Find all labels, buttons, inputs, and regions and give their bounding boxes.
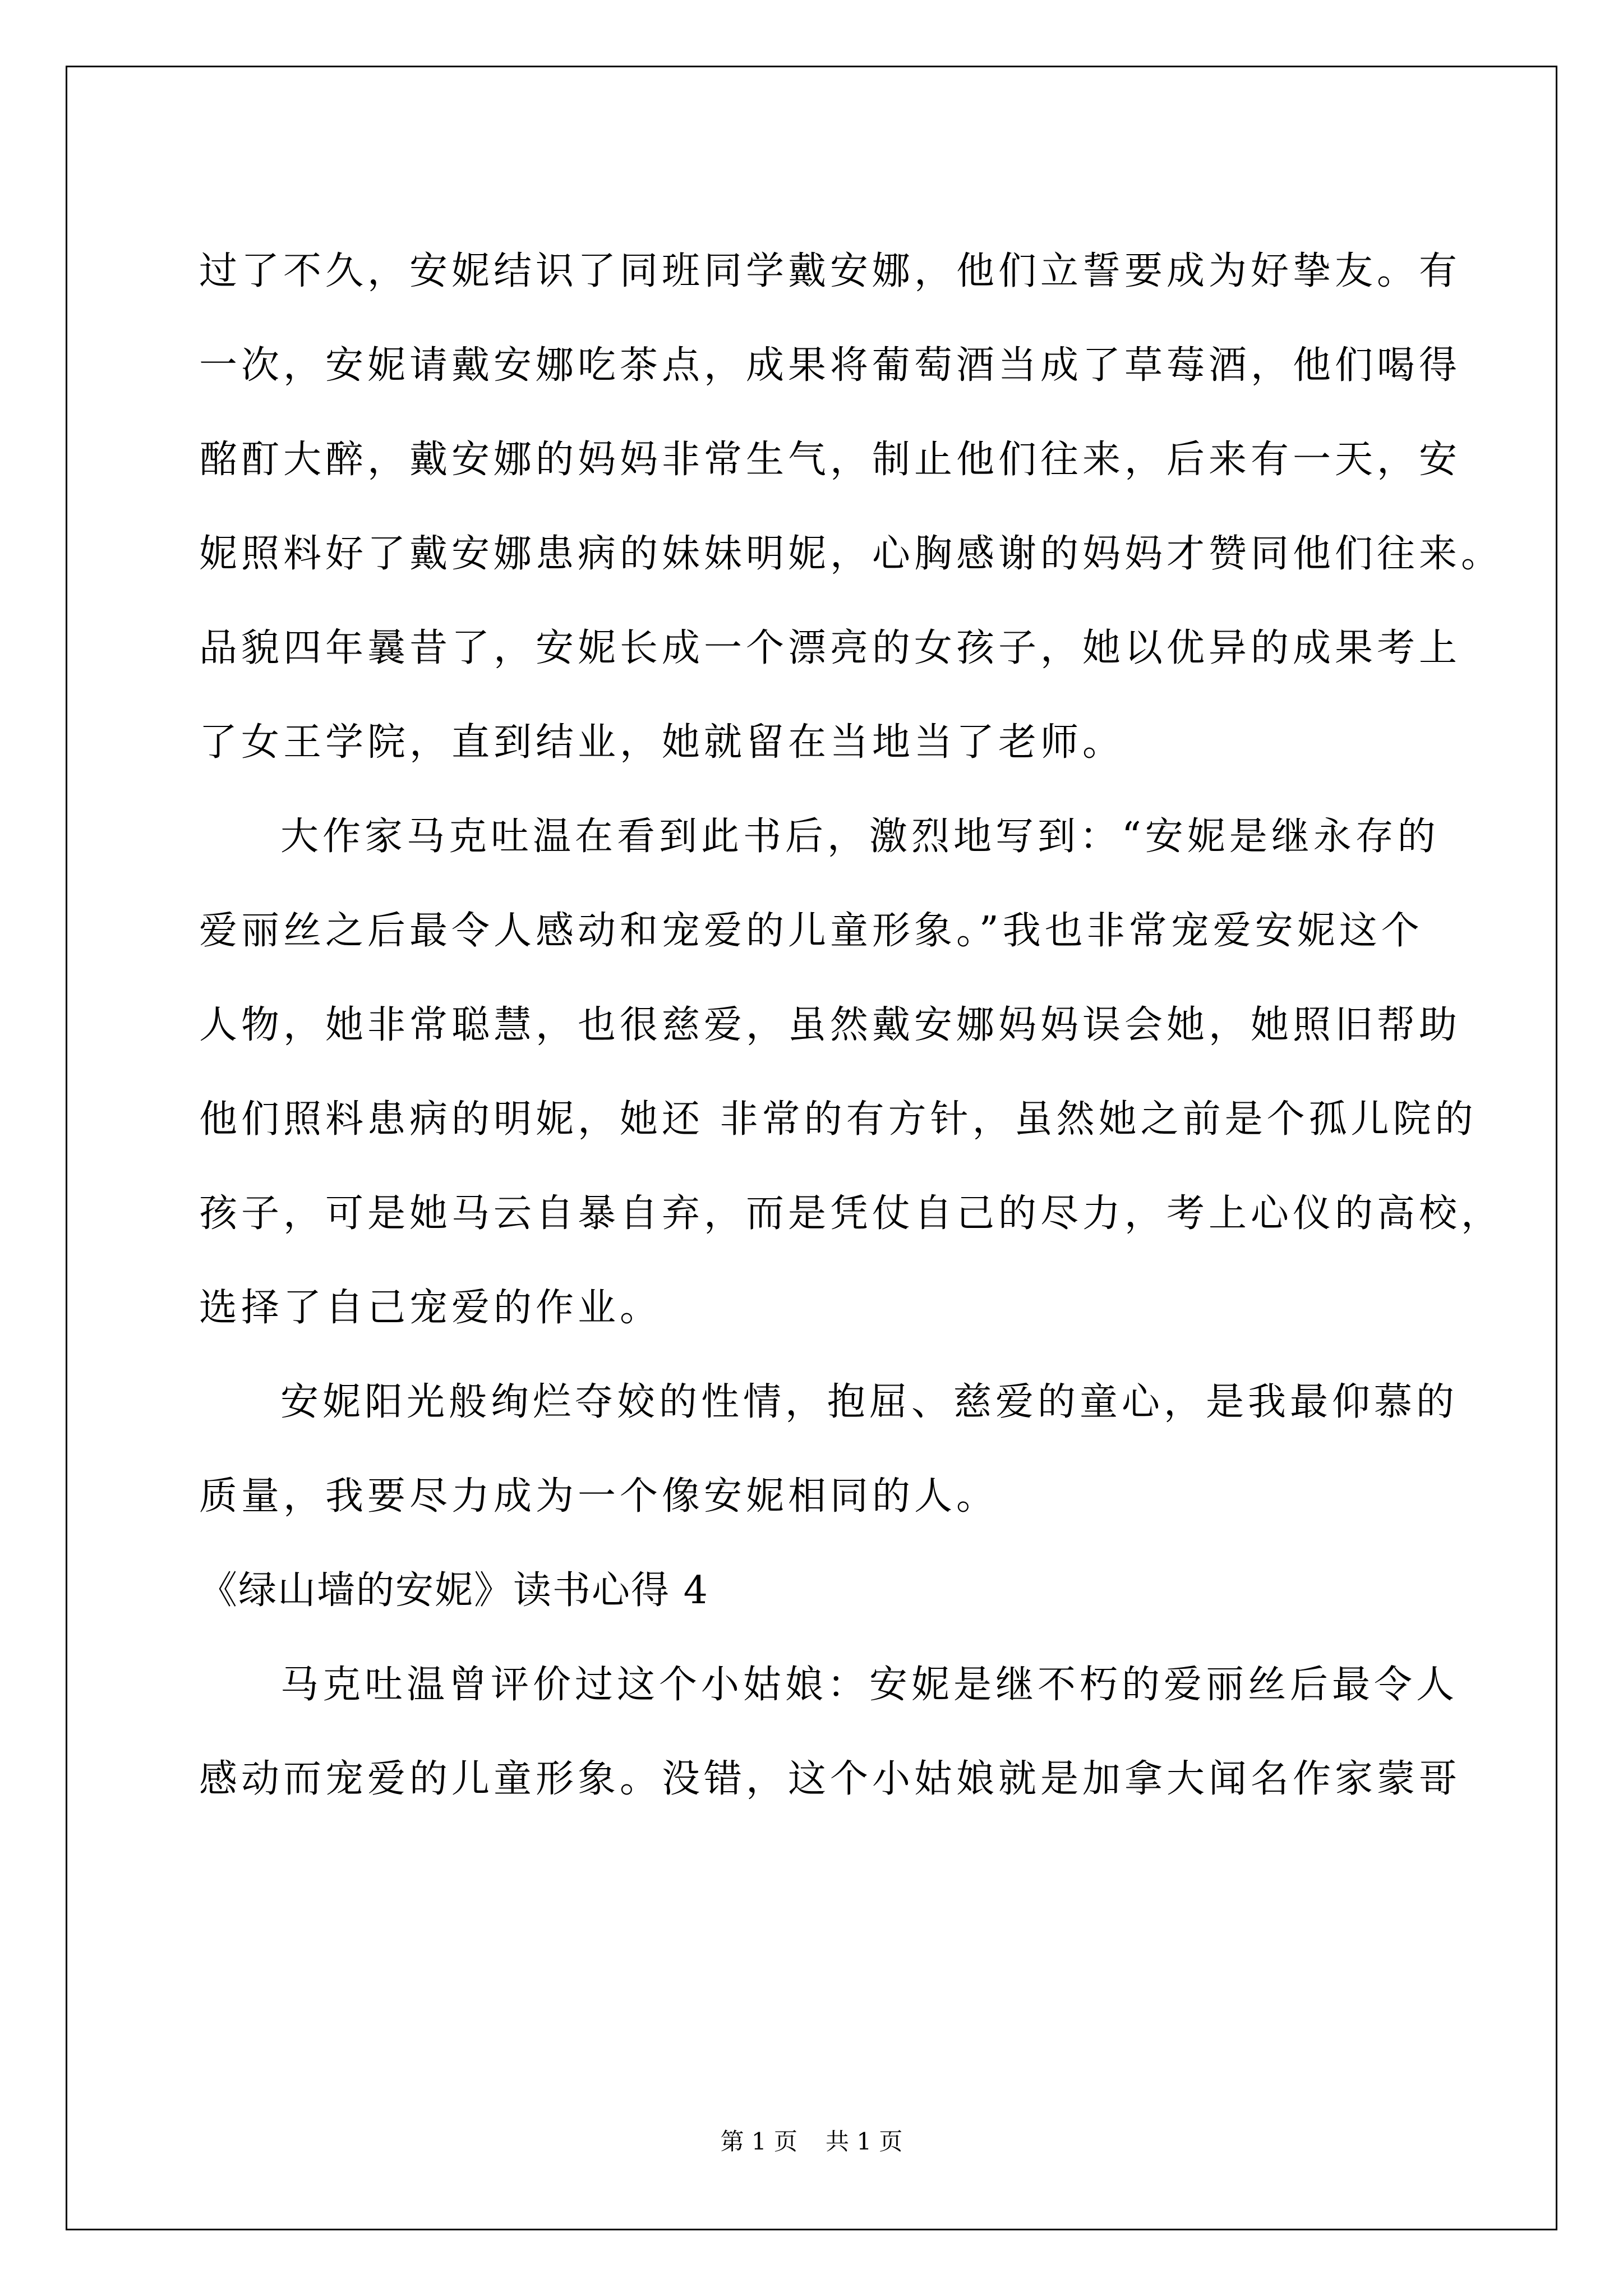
page-footer: [0, 2123, 1623, 2157]
paragraph-line: 马克吐温曾评价过这个小姑娘：安妮是继不朽的爱丽丝后最令人: [280, 1663, 1459, 1707]
paragraph-line: 孩子，可是她马云自暴自弃，而是凭仗自己的尽力，考上心仪的高校，: [199, 1191, 1504, 1236]
paragraph-line: 他们照料患病的明妮，她还 非常的有方针，虽然她之前是个孤儿院的: [199, 1097, 1477, 1142]
paragraph-line: 人物，她非常聪慧，也很慈爱，虽然戴安娜妈妈误会她，她照旧帮助: [199, 1003, 1461, 1047]
paragraph-4: [199, 1638, 1461, 1826]
page-total: 共 1 页: [826, 2128, 903, 2155]
paragraph-line: 大作家马克吐温在看到此书后，激烈地写到：“安妮是继永存的: [280, 815, 1440, 859]
paragraph-line: 一次，安妮请戴安娜吃茶点，成果将葡萄酒当成了草莓酒，他们喝得: [199, 343, 1461, 388]
paragraph-line: 安妮阳光般绚烂夺姣的性情，抱屈、慈爱的童心，是我最仰慕的: [280, 1380, 1459, 1424]
paragraph-line: 爱丽丝之后最令人感动和宠爱的儿童形象。”我也非常宠爱安妮这个: [199, 909, 1423, 953]
paragraph-line: 选择了自己宠爱的作业。: [199, 1286, 662, 1330]
paragraph-2: [199, 790, 1504, 1355]
paragraph-line: 质量，我要尽力成为一个像安妮相同的人。: [199, 1474, 999, 1519]
section-heading: 《绿山墙的安妮》读书心得 4: [199, 1568, 709, 1613]
paragraph-1: [199, 224, 1504, 790]
paragraph-line: 了女王学院，直到结业，她就留在当地当了老师。: [199, 720, 1125, 765]
paragraph-line: 酩酊大醉，戴安娜的妈妈非常生气，制止他们往来，后来有一天，安: [199, 438, 1461, 482]
paragraph-3: [199, 1355, 1459, 1544]
paragraph-line: 妮照料好了戴安娜患病的妹妹明妮，心胸感谢的妈妈才赞同他们往来。: [199, 532, 1504, 576]
paragraph-line: 感动而宠爱的儿童形象。没错，这个小姑娘就是加拿大闻名作家蒙哥: [199, 1757, 1461, 1801]
page-number: 第 1 页: [720, 2128, 797, 2155]
paragraph-line: 过了不久，安妮结识了同班同学戴安娜，他们立誓要成为好挚友。有: [199, 249, 1461, 293]
paragraph-line: 品貌四年曩昔了，安妮长成一个漂亮的女孩子，她以优异的成果考上: [199, 626, 1461, 670]
document-body: [199, 224, 1504, 1826]
